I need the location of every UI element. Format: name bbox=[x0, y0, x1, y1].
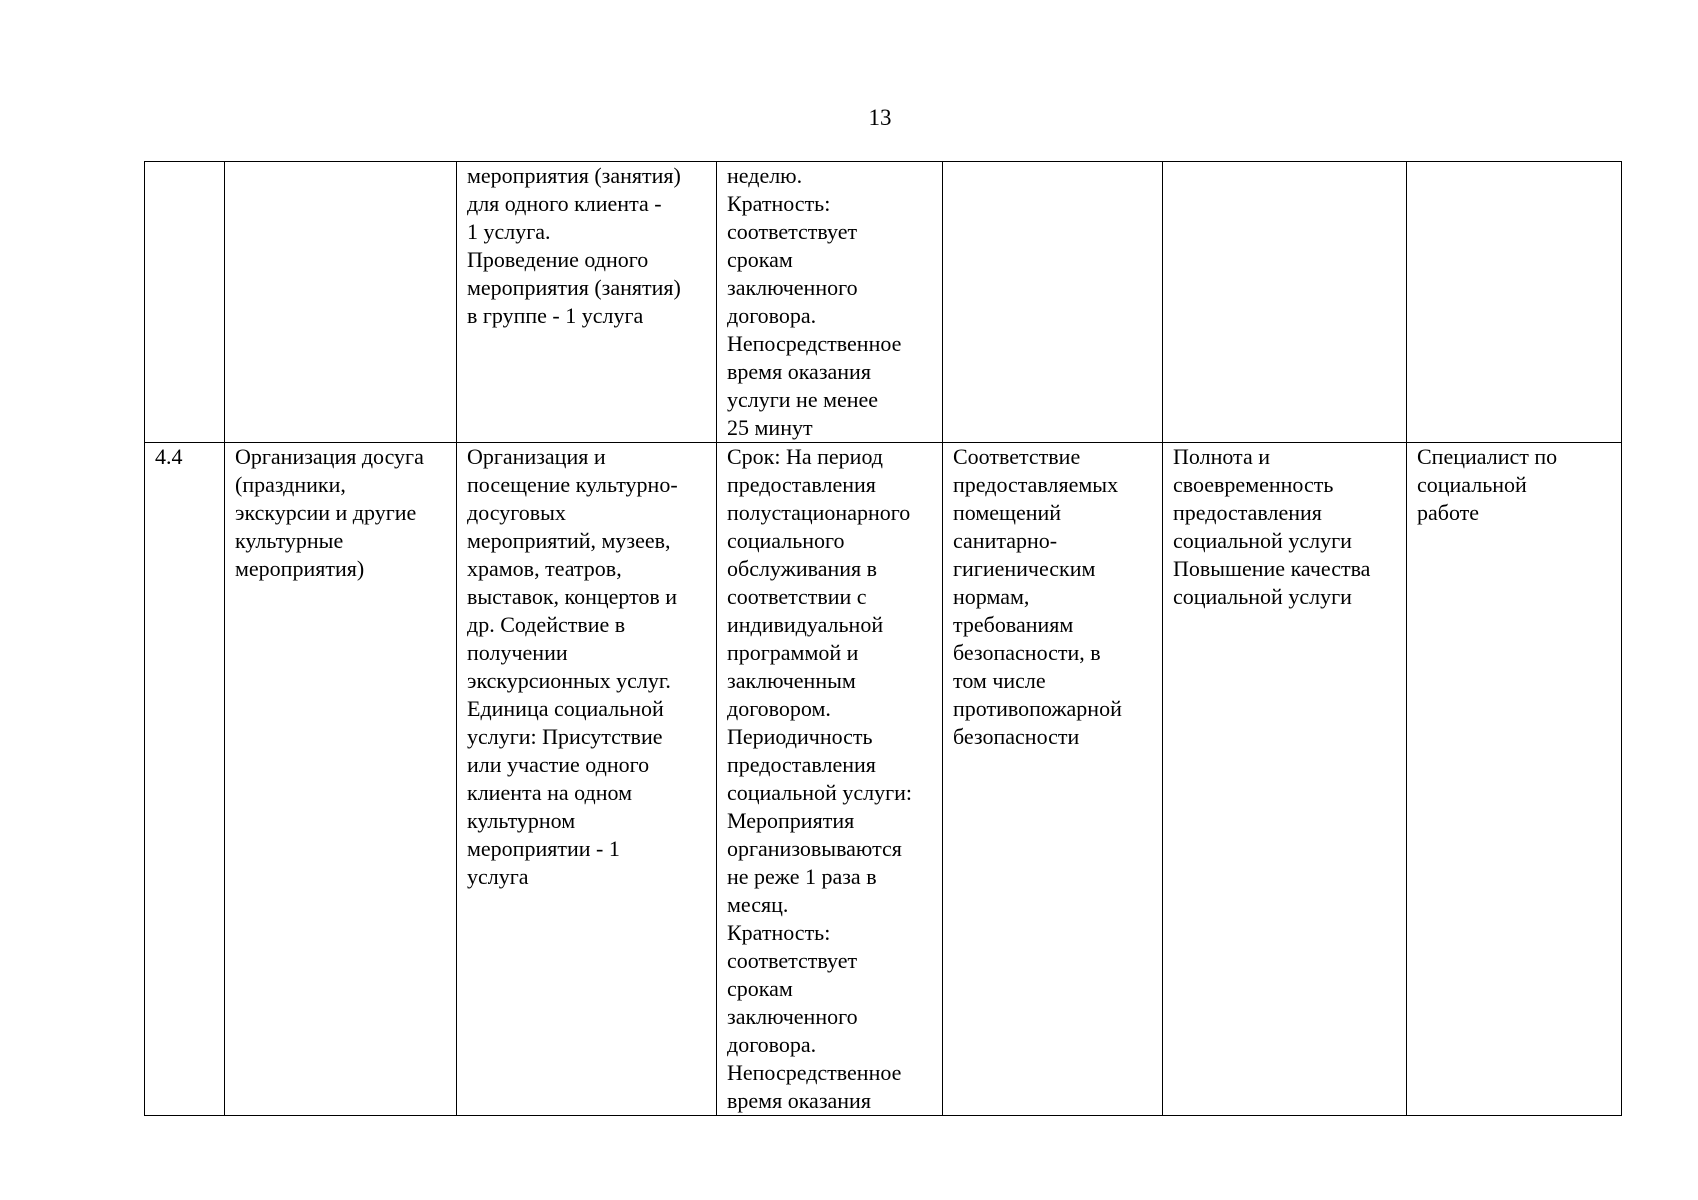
cell-service-terms: Срок: На период предоставления полустационарного социального обслуживания в соответствии с индивидуальной программой и заключенным договором. Периодичность предоставления социальной услуги: Мероприятия организовываются не реже 1 раза в месяц. Кратность: соответствует срокам заключенного договора. Непосредственное время оказания bbox=[717, 443, 943, 1116]
page-number: 13 bbox=[868, 105, 892, 130]
table-row bbox=[145, 443, 1622, 1116]
cell-quality-indicators: Полнота и своевременность предоставления социальной услуги Повышение качества социальной услуги bbox=[1163, 443, 1407, 1116]
cell-number bbox=[145, 162, 225, 443]
cell-service-description: Организация и посещение культурно- досуговых мероприятий, музеев, храмов, театров, выставок, концертов и др. Содействие в получении экскурсионных услуг. Единица социальной услуги: Присутствие или участие одного клиента на одном культурном мероприятии - 1 услуга bbox=[457, 443, 717, 1116]
cell-service-name: Организация досуга (праздники, экскурсии и другие культурные мероприятия) bbox=[225, 443, 457, 1116]
cell-number: 4.4 bbox=[145, 443, 225, 1116]
table-row bbox=[145, 162, 1622, 443]
services-table bbox=[144, 161, 1622, 1116]
cell-service-name bbox=[225, 162, 457, 443]
cell-service-terms: неделю. Кратность: соответствует срокам заключенного договора. Непосредственное время оказания услуги не менее 25 минут bbox=[717, 162, 943, 443]
cell-service-description: мероприятия (занятия) для одного клиента - 1 услуга. Проведение одного мероприятия (занятия) в группе - 1 услуга bbox=[457, 162, 717, 443]
cell-quality-indicators bbox=[1163, 162, 1407, 443]
cell-service-conditions: Соответствие предоставляемых помещений санитарно- гигиеническим нормам, требованиям безопасности, в том числе противопожарной безопасности bbox=[943, 443, 1163, 1116]
cell-responsible bbox=[1407, 162, 1622, 443]
cell-service-conditions bbox=[943, 162, 1163, 443]
cell-responsible: Специалист по социальной работе bbox=[1407, 443, 1622, 1116]
